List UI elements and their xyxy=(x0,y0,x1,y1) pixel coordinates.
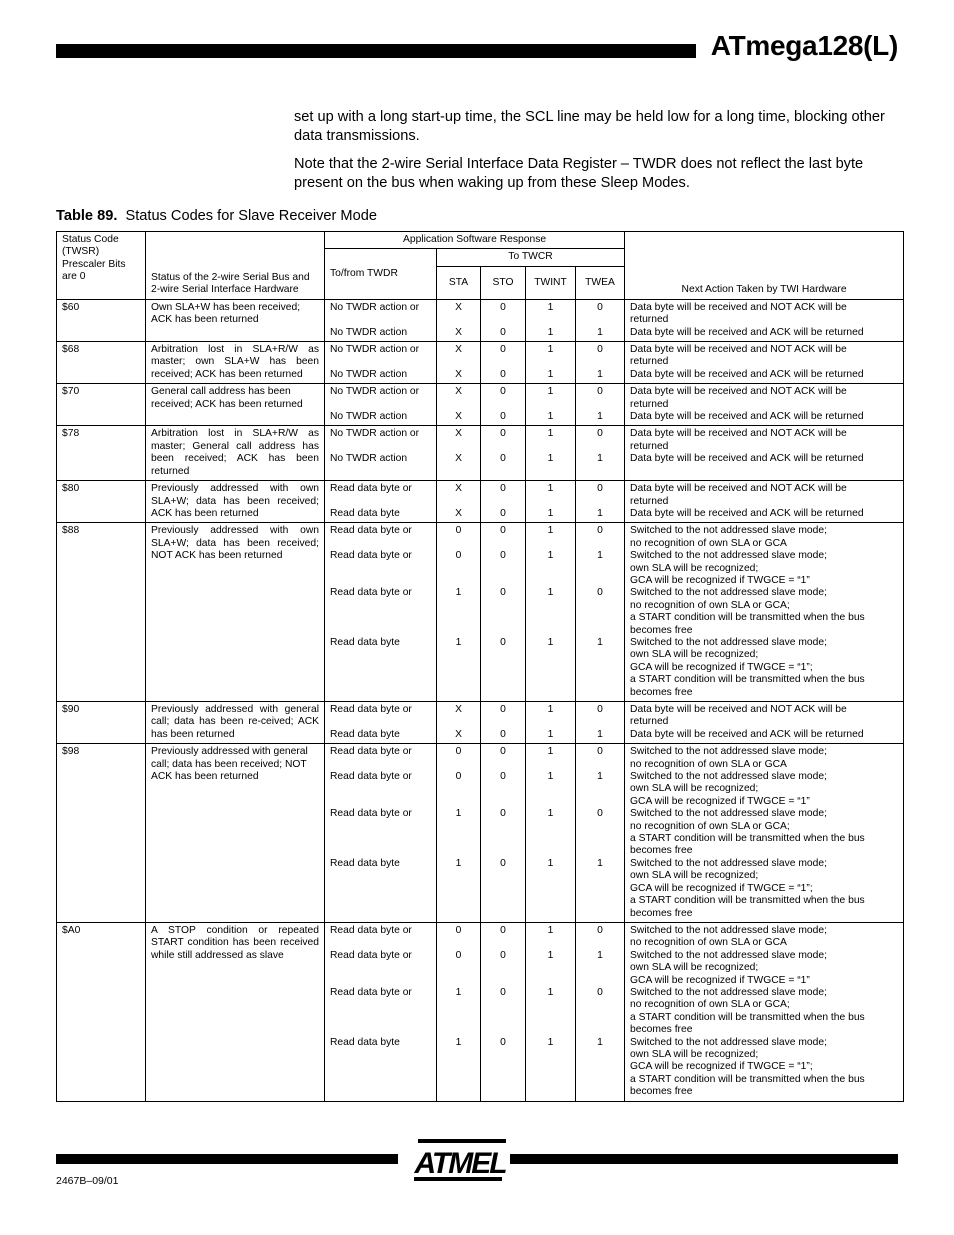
twint-value: 1 1 1 1 xyxy=(526,523,576,702)
status-code: $90 xyxy=(57,702,146,744)
twdr-action: Read data byte or Read data byte or Read data byte or Read data byte xyxy=(325,523,437,702)
table-row xyxy=(57,426,904,481)
sta-value: 0 0 1 1 xyxy=(437,523,481,702)
sta-value: X X xyxy=(437,299,481,341)
next-action: Switched to the not addressed slave mode; no recognition of own SLA or GCA Switched to the not addressed slave mode; own SLA will be recognized; GCA will be recognized if TWGCE = “1” Switched to the not addressed slave mode; no recognition of own SLA or GCA; a START condition will be transmitted when the bus becomes free Switched to the not addressed slave mode; own SLA will be recognized; GCA will be recognized if TWGCE = “1”; a START condition will be transmitted when the bus becomes free xyxy=(625,523,904,702)
twint-value: 1 1 xyxy=(526,299,576,341)
next-action: Data byte will be received and NOT ACK will be returned Data byte will be received and ACK will be returned xyxy=(625,702,904,744)
next-action: Data byte will be received and NOT ACK will be returned Data byte will be received and ACK will be returned xyxy=(625,384,904,426)
twdr-action: No TWDR action or No TWDR action xyxy=(325,299,437,341)
twea-value: 0 1 xyxy=(576,299,625,341)
svg-text:ATMEL: ATMEL xyxy=(414,1147,506,1180)
twea-value: 0 1 xyxy=(576,481,625,523)
twdr-action: No TWDR action or No TWDR action xyxy=(325,342,437,384)
next-action: Data byte will be received and NOT ACK will be returned Data byte will be received and ACK will be returned xyxy=(625,481,904,523)
sto-value: 0 0 xyxy=(481,342,526,384)
page-number: 211 xyxy=(875,1151,898,1167)
status-code: $78 xyxy=(57,426,146,481)
paragraph-twdr-note: Note that the 2-wire Serial Interface Data Register – TWDR does not reflect the last byte present on the bus when waking up from these Sleep Modes. xyxy=(294,156,864,191)
header-app-response: Application Software Response xyxy=(325,232,625,249)
sto-value: 0 0 0 0 xyxy=(481,922,526,1101)
twint-value: 1 1 1 1 xyxy=(526,922,576,1101)
twea-value: 0 1 0 1 xyxy=(576,523,625,702)
table-caption-label: Table 89. xyxy=(56,208,118,224)
twdr-action: Read data byte or Read data byte or Read data byte or Read data byte xyxy=(325,922,437,1101)
next-action: Switched to the not addressed slave mode; no recognition of own SLA or GCA Switched to the not addressed slave mode; own SLA will be recognized; GCA will be recognized if TWGCE = “1” Switched to the not addressed slave mode; no recognition of own SLA or GCA; a START condition will be transmitted when the bus becomes free Switched to the not addressed slave mode; own SLA will be recognized; GCA will be recognized if TWGCE = “1”; a START condition will be transmitted when the bus becomes free xyxy=(625,744,904,923)
next-action: Data byte will be received and NOT ACK will be returned Data byte will be received and ACK will be returned xyxy=(625,299,904,341)
status-code: $68 xyxy=(57,342,146,384)
status-code: $60 xyxy=(57,299,146,341)
next-action: Data byte will be received and NOT ACK will be returned Data byte will be received and ACK will be returned xyxy=(625,342,904,384)
status-code: $88 xyxy=(57,523,146,702)
table-row xyxy=(57,702,904,744)
bus-status: Previously addressed with own SLA+W; data has been received; ACK has been returned xyxy=(146,481,325,523)
header-status-code: Status Code (TWSR) Prescaler Bits are 0 xyxy=(57,232,146,300)
bus-status: Arbitration lost in SLA+R/W as master; own SLA+W has been received; ACK has been returned xyxy=(146,342,325,384)
sto-value: 0 0 0 0 xyxy=(481,744,526,923)
twea-value: 0 1 xyxy=(576,426,625,481)
table-row xyxy=(57,744,904,923)
status-code: $70 xyxy=(57,384,146,426)
sta-value: X X xyxy=(437,481,481,523)
twdr-action: No TWDR action or No TWDR action xyxy=(325,384,437,426)
twdr-action: Read data byte or Read data byte xyxy=(325,702,437,744)
twint-value: 1 1 xyxy=(526,702,576,744)
twdr-action: No TWDR action or No TWDR action xyxy=(325,426,437,481)
header-twint: TWINT xyxy=(526,266,576,299)
twea-value: 0 1 xyxy=(576,342,625,384)
sta-value: X X xyxy=(437,342,481,384)
sta-value: X X xyxy=(437,426,481,481)
header-sta: STA xyxy=(437,266,481,299)
sto-value: 0 0 xyxy=(481,384,526,426)
table-row xyxy=(57,922,904,1101)
twint-value: 1 1 xyxy=(526,426,576,481)
document-title: ATmega128(L) xyxy=(710,30,898,61)
bus-status: Previously addressed with own SLA+W; data has been received; NOT ACK has been returned xyxy=(146,523,325,702)
status-code: $98 xyxy=(57,744,146,923)
header-to-from-twdr: To/from TWDR xyxy=(325,249,437,299)
bus-status: Previously addressed with general call; data has been re-ceived; ACK has been returned xyxy=(146,702,325,744)
twea-value: 0 1 xyxy=(576,702,625,744)
footer-rule-left xyxy=(56,1154,398,1164)
table-row xyxy=(57,523,904,702)
table-caption-text: Status Codes for Slave Receiver Mode xyxy=(125,208,377,224)
twint-value: 1 1 xyxy=(526,384,576,426)
bus-status: A STOP condition or repeated START condition has been received while still addressed as slave xyxy=(146,922,325,1101)
twint-value: 1 1 xyxy=(526,342,576,384)
sto-value: 0 0 xyxy=(481,702,526,744)
atmel-logo-icon xyxy=(410,1136,510,1184)
table-row xyxy=(57,299,904,341)
header-sto: STO xyxy=(481,266,526,299)
twint-value: 1 1 xyxy=(526,481,576,523)
status-code: $A0 xyxy=(57,922,146,1101)
twea-value: 0 1 0 1 xyxy=(576,744,625,923)
document-code: 2467B–09/01 xyxy=(56,1175,119,1187)
table-row xyxy=(57,384,904,426)
table-caption xyxy=(56,208,377,224)
status-codes-table xyxy=(56,231,904,1102)
twea-value: 0 1 0 1 xyxy=(576,922,625,1101)
bus-status: General call address has been received; ACK has been returned xyxy=(146,384,325,426)
sta-value: 0 0 1 1 xyxy=(437,922,481,1101)
footer-rule-right xyxy=(508,1154,898,1164)
sta-value: 0 0 1 1 xyxy=(437,744,481,923)
bus-status: Own SLA+W has been received; ACK has been returned xyxy=(146,299,325,341)
header-twea: TWEA xyxy=(576,266,625,299)
paragraph-continuation: set up with a long start-up time, the SCL line may be held low for a long time, blocking other data transmissions. xyxy=(294,109,885,144)
sta-value: X X xyxy=(437,384,481,426)
next-action: Data byte will be received and NOT ACK will be returned Data byte will be received and ACK will be returned xyxy=(625,426,904,481)
status-code: $80 xyxy=(57,481,146,523)
table-row xyxy=(57,481,904,523)
header-rule xyxy=(56,44,696,58)
sto-value: 0 0 0 0 xyxy=(481,523,526,702)
header-next-action: Next Action Taken by TWI Hardware xyxy=(625,232,904,300)
sto-value: 0 0 xyxy=(481,481,526,523)
header-to-twcr: To TWCR xyxy=(437,249,625,266)
twdr-action: Read data byte or Read data byte xyxy=(325,481,437,523)
sta-value: X X xyxy=(437,702,481,744)
table-row xyxy=(57,342,904,384)
twdr-action: Read data byte or Read data byte or Read data byte or Read data byte xyxy=(325,744,437,923)
twea-value: 0 1 xyxy=(576,384,625,426)
twint-value: 1 1 1 1 xyxy=(526,744,576,923)
sto-value: 0 0 xyxy=(481,299,526,341)
header-status-bus: Status of the 2-wire Serial Bus and 2-wire Serial Interface Hardware xyxy=(146,232,325,300)
sto-value: 0 0 xyxy=(481,426,526,481)
bus-status: Previously addressed with general call; data has been received; NOT ACK has been returned xyxy=(146,744,325,923)
bus-status: Arbitration lost in SLA+R/W as master; General call address has been received; ACK has been returned xyxy=(146,426,325,481)
next-action: Switched to the not addressed slave mode; no recognition of own SLA or GCA Switched to the not addressed slave mode; own SLA will be recognized; GCA will be recognized if TWGCE = “1” Switched to the not addressed slave mode; no recognition of own SLA or GCA; a START condition will be transmitted when the bus becomes free Switched to the not addressed slave mode; own SLA will be recognized; GCA will be recognized if TWGCE = “1”; a START condition will be transmitted when the bus becomes free xyxy=(625,922,904,1101)
